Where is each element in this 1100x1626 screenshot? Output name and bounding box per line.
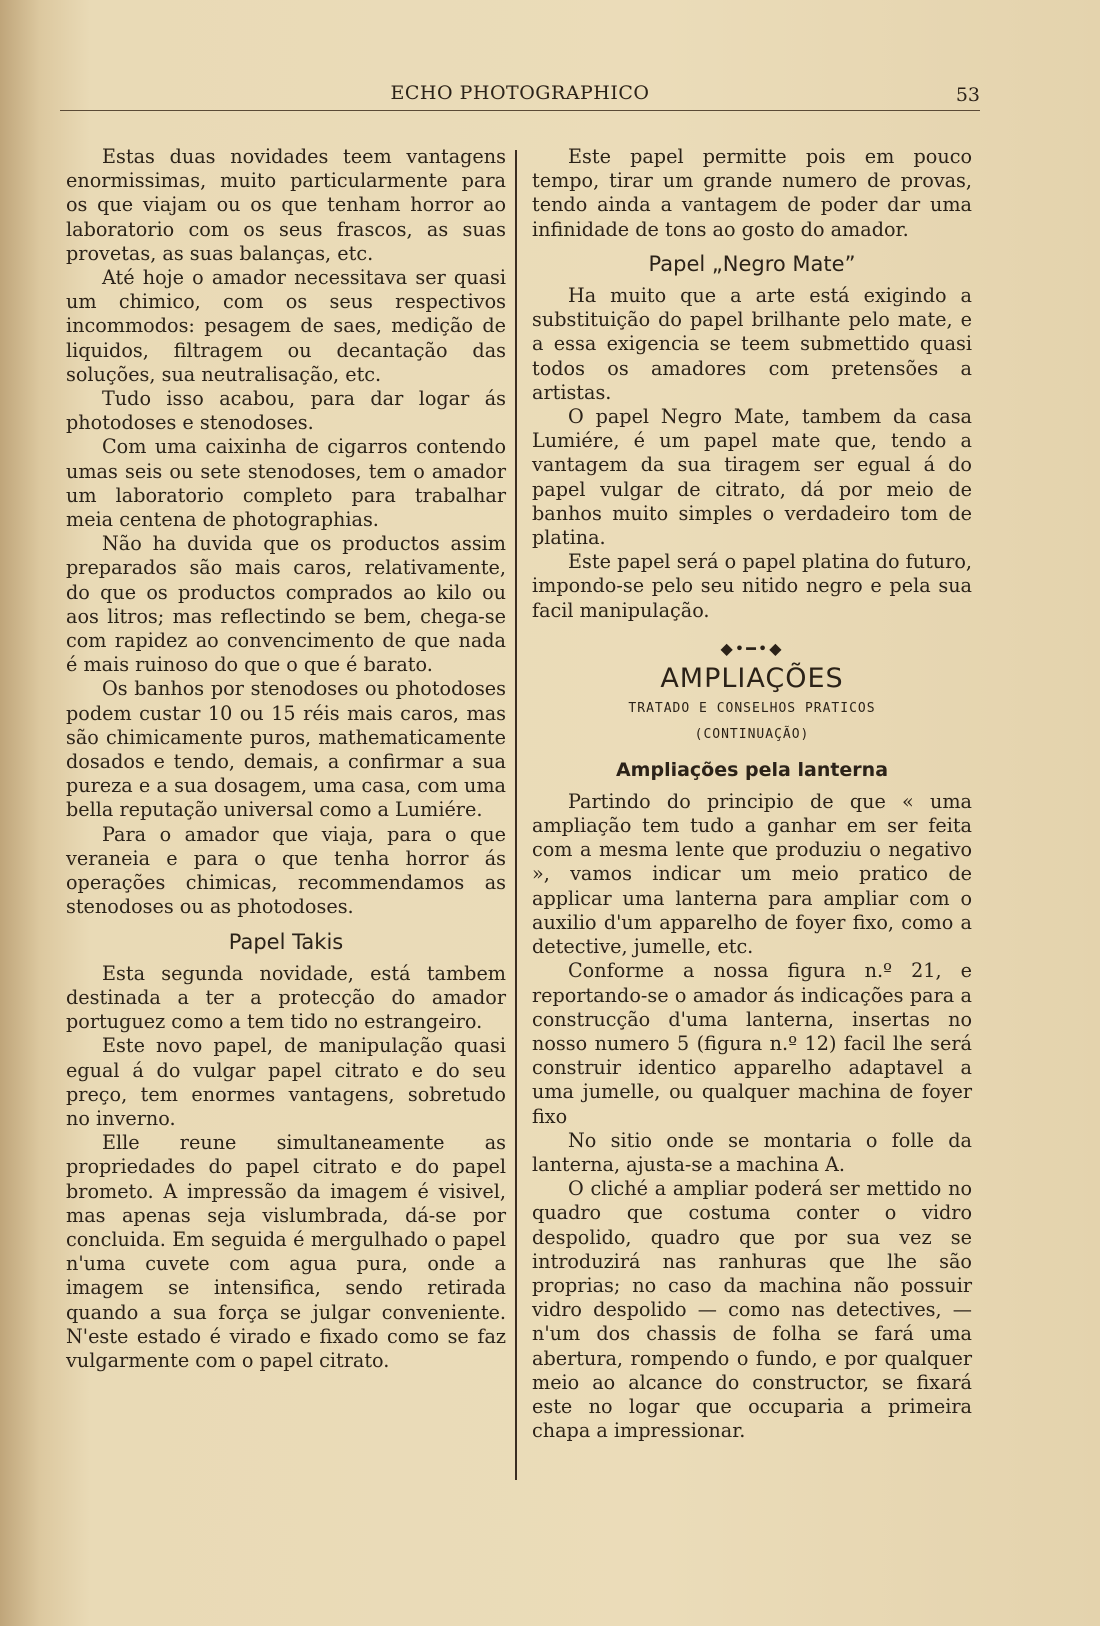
- column-divider: [515, 150, 517, 1480]
- paragraph: O papel Negro Mate, tambem da casa Lumiére, é um papel mate que, tendo a vantagem da sua tiragem ser egual á do papel vulgar de citrato, dá por meio de banhos muito simples o verdadeiro tom de platina.: [532, 405, 972, 550]
- right-column: [532, 145, 972, 1443]
- page-number: 53: [955, 84, 980, 106]
- paragraph: Tudo isso acabou, para dar logar ás photodoses e stenodoses.: [66, 387, 506, 435]
- section-continuation: (CONTINUAÇÃO): [694, 727, 810, 743]
- ornament-divider: ◆•━•◆: [720, 638, 784, 658]
- paragraph: Este novo papel, de manipulação quasi egual á do vulgar papel citrato e do seu preço, tem enormes vantagens, sobretudo no inverno.: [66, 1034, 506, 1130]
- heading-ampliacoes-lanterna: Ampliações pela lanterna: [615, 758, 889, 781]
- running-header: [60, 80, 980, 111]
- paragraph: Ha muito que a arte está exigindo a substituição do papel brilhante pelo mate, e a essa exigencia se teem submettido quasi todos os amadores com pretensões a artistas.: [532, 284, 972, 404]
- paragraph: Elle reune simultaneamente as propriedades do papel citrato e do papel brometo. A impressão da imagem é visivel, mas apenas seja vislumbrada, dá-se por concluida. Em seguida é mergulhado o papel n'uma cuvete com agua pura, onde a imagem se intensifica, sendo retirada quando a sua força se julgar conveniente. N'este estado é virado e fixado como se faz vulgarmente com o papel citrato.: [66, 1131, 506, 1372]
- paragraph: Com uma caixinha de cigarros contendo umas seis ou sete stenodoses, tem o amador um laboratorio completo para trabalhar meia centena de photographias.: [66, 435, 506, 532]
- paragraph: Conforme a nossa figura n.º 21, e reportando-se o amador ás indicações para a construcção d'uma lanterna, insertas no nosso numero 5 (figura n.º 12) facil lhe será construir identico apparelho adaptavel a uma jumelle, ou qualquer machina de foyer fixo: [532, 959, 972, 1128]
- paragraph: Este papel será o papel platina do futuro, impondo-se pelo seu nitido negro e pela sua facil manipulação.: [532, 550, 972, 622]
- paragraph: Partindo do principio de que « uma ampliação tem tudo a ganhar em ser feita com a mesma lente que produziu o negativo », vamos indicar um meio pratico de applicar uma lanterna para ampliar com o auxilio d'um apparelho de foyer fixo, como a detective, jumelle, etc.: [532, 789, 972, 959]
- paragraph: Estas duas novidades teem vantagens enormissimas, muito particularmente para os que viajam ou os que tenham horror ao laboratorio com os seus frascos, as suas provetas, as suas balanças, etc.: [66, 145, 506, 265]
- paragraph: Este papel permitte pois em pouco tempo, tirar um grande numero de provas, tendo ainda a vantagem de poder dar uma infinidade de tons ao gosto do amador.: [532, 145, 972, 241]
- paragraph: Até hoje o amador necessitava ser quasi um chimico, com os seus respectivos incommodos: pesagem de saes, medição de liquidos, filtragem ou decantação das soluções, sua neutralisação, etc.: [66, 266, 506, 386]
- paragraph: No sitio onde se montaria o folle da lanterna, ajusta-se a machina A.: [532, 1128, 972, 1176]
- paragraph: Não ha duvida que os productos assim preparados são mais caros, relativamente, do que os productos comprados ao kilo ou aos litros; mas reflectindo se bem, chega-se com rapidez ao convencimento de que nada é mais ruinoso do que o que é barato.: [66, 532, 506, 677]
- paragraph: Para o amador que viaja, para o que veraneia e para o que tenha horror ás operações chimicas, recommendamos as stenodoses ou as photodoses.: [66, 822, 506, 919]
- section-title: AMPLIAÇÕES: [660, 663, 844, 695]
- heading-papel-takis: Papel Takis: [228, 929, 344, 954]
- paragraph: Esta segunda novidade, está tambem destinada a ter a protecção do amador portuguez como a tem tido no estrangeiro.: [66, 961, 506, 1034]
- left-column: [66, 145, 506, 1373]
- paragraph: Os banhos por stenodoses ou photodoses podem custar 10 ou 15 réis mais caros, mas são chimicamente puros, mathematicamente dosados e tendo, demais, a confirmar a sua pureza e a sua dosagem, uma casa, com uma bella reputação universal como a Lumiére.: [66, 677, 506, 822]
- paragraph: O cliché a ampliar poderá ser mettido no quadro que costuma conter o vidro despolido, quadro que por sua vez se introduzirá nas ranhuras que lhe são proprias; no caso da machina não possuir vidro despolido — como nas detectives, — n'um dos chassis de folha se fará uma abertura, rompendo o fundo, e por qualquer meio ao alcance do constructor, se fixará este no logar que occuparia a primeira chapa a impressionar.: [532, 1177, 972, 1443]
- section-subtitle: TRATADO E CONSELHOS PRATICOS: [628, 701, 876, 717]
- journal-title: ECHO PHOTOGRAPHICO: [390, 82, 650, 104]
- heading-negro-mate: Papel „Negro Mate”: [648, 251, 856, 276]
